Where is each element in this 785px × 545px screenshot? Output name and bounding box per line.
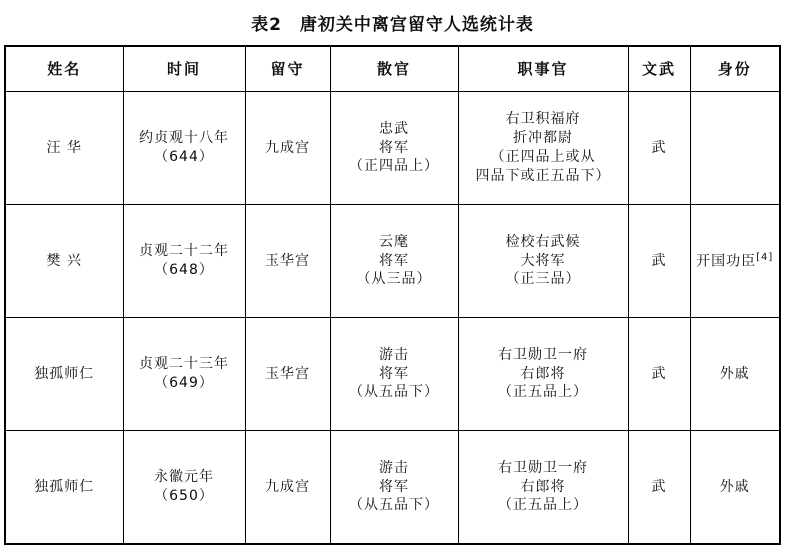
column-header-time: 时间: [123, 46, 245, 92]
cell-office-line: 折冲都尉: [513, 130, 573, 147]
cell-rank-line: 忠武: [379, 120, 409, 137]
cell-civil-military: 武: [628, 431, 690, 545]
cell-rank-line: 游击: [379, 346, 409, 363]
cell-rank-line: （从五品下）: [349, 384, 439, 401]
cell-civil-military: 武: [628, 92, 690, 205]
table-row: [5, 205, 780, 318]
table-row: [5, 431, 780, 545]
cell-office-line: 右郎将: [520, 478, 566, 495]
cell-time: [123, 431, 245, 545]
cell-rank: [330, 92, 458, 205]
cell-rank-line: （正四品上）: [349, 158, 439, 175]
cell-time-line: 贞观二十三年: [139, 356, 229, 373]
column-header-name: 姓名: [5, 46, 123, 92]
cell-office-line: 右卫勋卫一府: [498, 459, 588, 476]
cell-rank: [330, 431, 458, 545]
table-row: [5, 92, 780, 205]
cell-name: 独孤师仁: [5, 318, 123, 431]
cell-rank-line: 将军: [379, 252, 409, 269]
column-header-office: 职事官: [458, 46, 628, 92]
cell-office-line: 右卫积福府: [505, 111, 581, 128]
cell-office-line: 大将军: [520, 252, 566, 269]
cell-office-line: 右郎将: [520, 365, 566, 382]
cell-post-line: 九成宫: [265, 139, 310, 156]
table-row: [5, 318, 780, 431]
cell-identity: [690, 205, 780, 318]
cell-rank-line: 云麾: [379, 233, 409, 250]
cell-office-line: （正五品上）: [498, 497, 588, 514]
table-title: 表2 唐初关中离宫留守人选统计表: [251, 15, 534, 35]
column-header-civil-military: 文武: [628, 46, 690, 92]
cell-office-line: 右卫勋卫一府: [498, 346, 588, 363]
cell-identity: 外戚: [690, 318, 780, 431]
cell-post-line: 九成宫: [265, 478, 310, 495]
cell-office-line: 检校右武候: [505, 233, 581, 250]
cell-name: 独孤师仁: [5, 431, 123, 545]
cell-rank-line: 游击: [379, 459, 409, 476]
cell-post-line: 玉华宫: [265, 252, 310, 269]
cell-office: [458, 92, 628, 205]
cell-office-line: （正四品上或从: [490, 149, 596, 165]
table-header: [5, 46, 780, 92]
cell-civil-military: 武: [628, 205, 690, 318]
cell-rank-line: （从三品）: [356, 271, 432, 288]
footnote-marker: [4]: [756, 251, 774, 263]
cell-time-line: （650）: [154, 488, 214, 504]
cell-time-line: （648）: [154, 262, 214, 278]
cell-identity: [690, 92, 780, 205]
table-header-row: [5, 46, 780, 92]
cell-post: [245, 431, 330, 545]
cell-office-line: （正三品）: [505, 271, 581, 288]
statistics-table: [4, 45, 781, 545]
cell-time: [123, 92, 245, 205]
cell-time-line: 贞观二十二年: [139, 243, 229, 260]
cell-post: [245, 318, 330, 431]
cell-rank-line: 将军: [379, 365, 409, 382]
cell-identity-text: 开国功臣: [696, 253, 757, 270]
column-header-identity: 身份: [690, 46, 780, 92]
cell-post-line: 玉华宫: [265, 365, 310, 382]
cell-civil-military: 武: [628, 318, 690, 431]
table-body: [5, 92, 780, 545]
cell-name: 汪 华: [5, 92, 123, 205]
cell-identity: 外戚: [690, 431, 780, 545]
cell-time: [123, 318, 245, 431]
cell-rank-line: 将军: [379, 478, 409, 495]
cell-office-line: （正五品上）: [498, 384, 588, 401]
cell-post: [245, 205, 330, 318]
cell-name: 樊 兴: [5, 205, 123, 318]
column-header-rank: 散官: [330, 46, 458, 92]
cell-office: [458, 318, 628, 431]
column-header-post: 留守: [245, 46, 330, 92]
cell-office-line: 四品下或正五品下）: [475, 167, 611, 184]
cell-rank-line: 将军: [379, 139, 409, 156]
cell-rank: [330, 205, 458, 318]
cell-time-line: 约贞观十八年: [139, 130, 229, 147]
cell-time-line: （644）: [154, 149, 214, 165]
cell-office: [458, 431, 628, 545]
cell-rank-line: （从五品下）: [349, 497, 439, 514]
cell-post: [245, 92, 330, 205]
cell-time: [123, 205, 245, 318]
cell-time-line: （649）: [154, 375, 214, 391]
cell-time-line: 永徽元年: [154, 469, 214, 486]
cell-office: [458, 205, 628, 318]
cell-rank: [330, 318, 458, 431]
